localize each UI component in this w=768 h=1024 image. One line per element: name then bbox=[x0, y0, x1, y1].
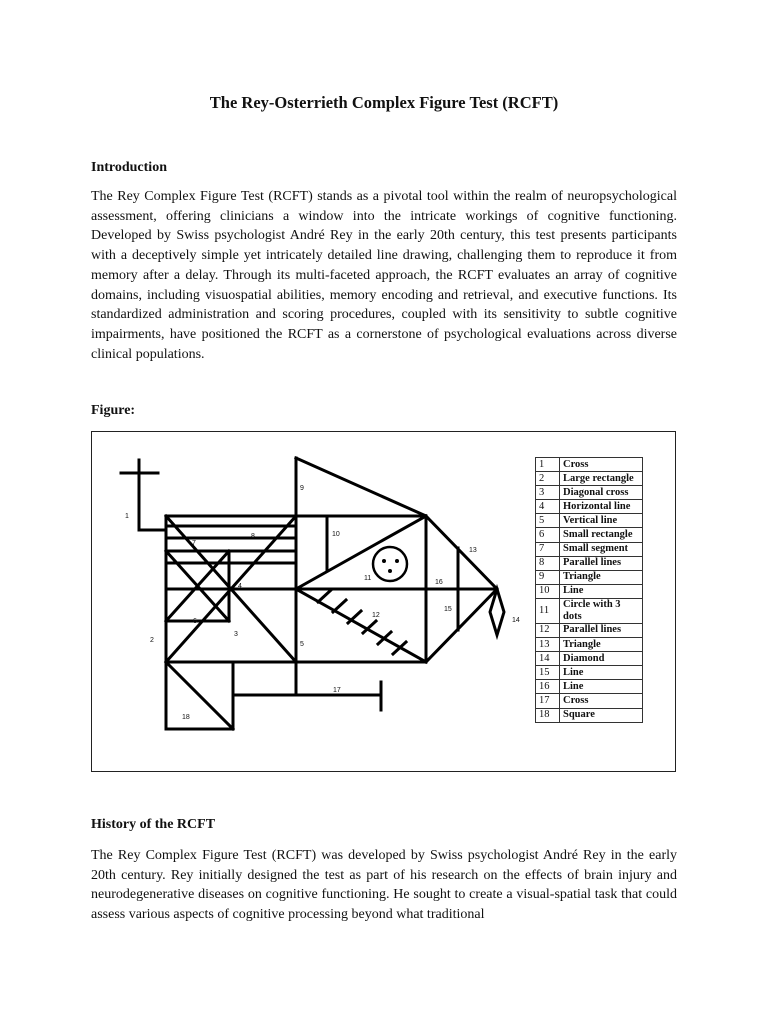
figure-label-7: 7 bbox=[192, 540, 196, 547]
history-heading: History of the RCFT bbox=[91, 817, 216, 832]
figure-label-2: 2 bbox=[150, 637, 154, 644]
figure-label-14: 14 bbox=[512, 617, 520, 624]
figure-legend-table bbox=[535, 457, 643, 723]
legend-number: 4 bbox=[536, 500, 560, 514]
legend-row bbox=[536, 486, 643, 500]
figure-label-6: 6 bbox=[193, 618, 197, 625]
figure-label-9: 9 bbox=[300, 485, 304, 492]
legend-number: 18 bbox=[536, 708, 560, 722]
legend-number: 12 bbox=[536, 623, 560, 637]
legend-number: 15 bbox=[536, 666, 560, 680]
figure-label-10: 10 bbox=[332, 531, 340, 538]
legend-row bbox=[536, 542, 643, 556]
legend-row bbox=[536, 500, 643, 514]
legend-number: 14 bbox=[536, 652, 560, 666]
figure-label-4: 4 bbox=[238, 583, 242, 590]
figure-label-8: 8 bbox=[251, 533, 255, 540]
element-square bbox=[166, 662, 233, 729]
figure-label-16: 16 bbox=[435, 579, 443, 586]
legend-row bbox=[536, 652, 643, 666]
legend-number: 2 bbox=[536, 472, 560, 486]
figure-label-17: 17 bbox=[333, 687, 341, 694]
figure-label-3: 3 bbox=[234, 631, 238, 638]
legend-row bbox=[536, 694, 643, 708]
legend-number: 10 bbox=[536, 584, 560, 598]
introduction-paragraph: The Rey Complex Figure Test (RCFT) stands as a pivotal tool within the realm of neuropsychological assessment, offering clinicians a window into the intricate workings of cognitive functioning. Developed by Swiss psychologist André Rey in the early 20th century, this test presents participants with a deceptively simple yet intricately detailed line drawing, challenging them to reproduce it from memory after a delay. Through its multi-faceted approach, the RCFT evaluates an array of cognitive domains, including visuospatial abilities, memory encoding and retrieval, and executive functions. Its standardized administration and scoring procedures, coupled with its sensitivity to subtle cognitive impairments, have positioned the RCFT as a cornerstone of psychological evaluations across diverse clinical populations. bbox=[91, 189, 677, 362]
figure-label-11: 11 bbox=[364, 575, 372, 582]
legend-row bbox=[536, 638, 643, 652]
legend-label: Parallel lines bbox=[560, 623, 643, 637]
legend-label: Small rectangle bbox=[560, 528, 643, 542]
legend-number: 11 bbox=[536, 598, 560, 623]
legend-row bbox=[536, 556, 643, 570]
legend-number: 1 bbox=[536, 458, 560, 472]
legend-row bbox=[536, 708, 643, 722]
legend-label: Triangle bbox=[560, 638, 643, 652]
legend-row bbox=[536, 584, 643, 598]
legend-number: 16 bbox=[536, 680, 560, 694]
legend-row bbox=[536, 570, 643, 584]
legend-row bbox=[536, 458, 643, 472]
page-title: The Rey-Osterrieth Complex Figure Test (RCFT) bbox=[209, 93, 559, 112]
legend-row bbox=[536, 514, 643, 528]
legend-label: Large rectangle bbox=[560, 472, 643, 486]
legend-label: Line bbox=[560, 680, 643, 694]
legend-number: 9 bbox=[536, 570, 560, 584]
legend-label: Cross bbox=[560, 458, 643, 472]
legend-label: Cross bbox=[560, 694, 643, 708]
figure-label-18: 18 bbox=[182, 714, 190, 721]
legend-number: 7 bbox=[536, 542, 560, 556]
legend-label: Triangle bbox=[560, 570, 643, 584]
figure-label-15: 15 bbox=[444, 606, 452, 613]
legend-row bbox=[536, 666, 643, 680]
introduction-heading: Introduction bbox=[91, 160, 167, 175]
legend-row bbox=[536, 528, 643, 542]
legend-label: Parallel lines bbox=[560, 556, 643, 570]
figure-box bbox=[91, 431, 676, 772]
legend-number: 3 bbox=[536, 486, 560, 500]
element-parallel-lines-8 bbox=[166, 526, 296, 563]
figure-label-13: 13 bbox=[469, 547, 477, 554]
legend-label: Diagonal cross bbox=[560, 486, 643, 500]
history-paragraph: The Rey Complex Figure Test (RCFT) was developed by Swiss psychologist André Rey in the early 20th century. Rey initially designed the test as part of his research on the effects of brain injury and neurodegenerative diseases on cognitive functioning. He sought to create a visual-spatial task that could assess various aspects of cognitive processing beyond what traditional bbox=[91, 848, 677, 923]
figure-label-5: 5 bbox=[300, 641, 304, 648]
legend-label: Circle with 3 dots bbox=[560, 598, 643, 623]
legend-row bbox=[536, 598, 643, 623]
element-circle-three-dots bbox=[373, 547, 407, 581]
legend-label: Diamond bbox=[560, 652, 643, 666]
legend-label: Line bbox=[560, 584, 643, 598]
legend-label: Square bbox=[560, 708, 643, 722]
legend-row bbox=[536, 472, 643, 486]
legend-number: 6 bbox=[536, 528, 560, 542]
legend-number: 5 bbox=[536, 514, 560, 528]
legend-label: Horizontal line bbox=[560, 500, 643, 514]
legend-label: Line bbox=[560, 666, 643, 680]
element-cross-17 bbox=[233, 662, 381, 710]
figure-label-12: 12 bbox=[372, 612, 380, 619]
legend-label: Small segment bbox=[560, 542, 643, 556]
legend-number: 13 bbox=[536, 638, 560, 652]
legend-row bbox=[536, 680, 643, 694]
figure-heading: Figure: bbox=[91, 403, 136, 418]
legend-label: Vertical line bbox=[560, 514, 643, 528]
legend-number: 17 bbox=[536, 694, 560, 708]
figure-label-1: 1 bbox=[125, 513, 129, 520]
legend-number: 8 bbox=[536, 556, 560, 570]
legend-row bbox=[536, 623, 643, 637]
